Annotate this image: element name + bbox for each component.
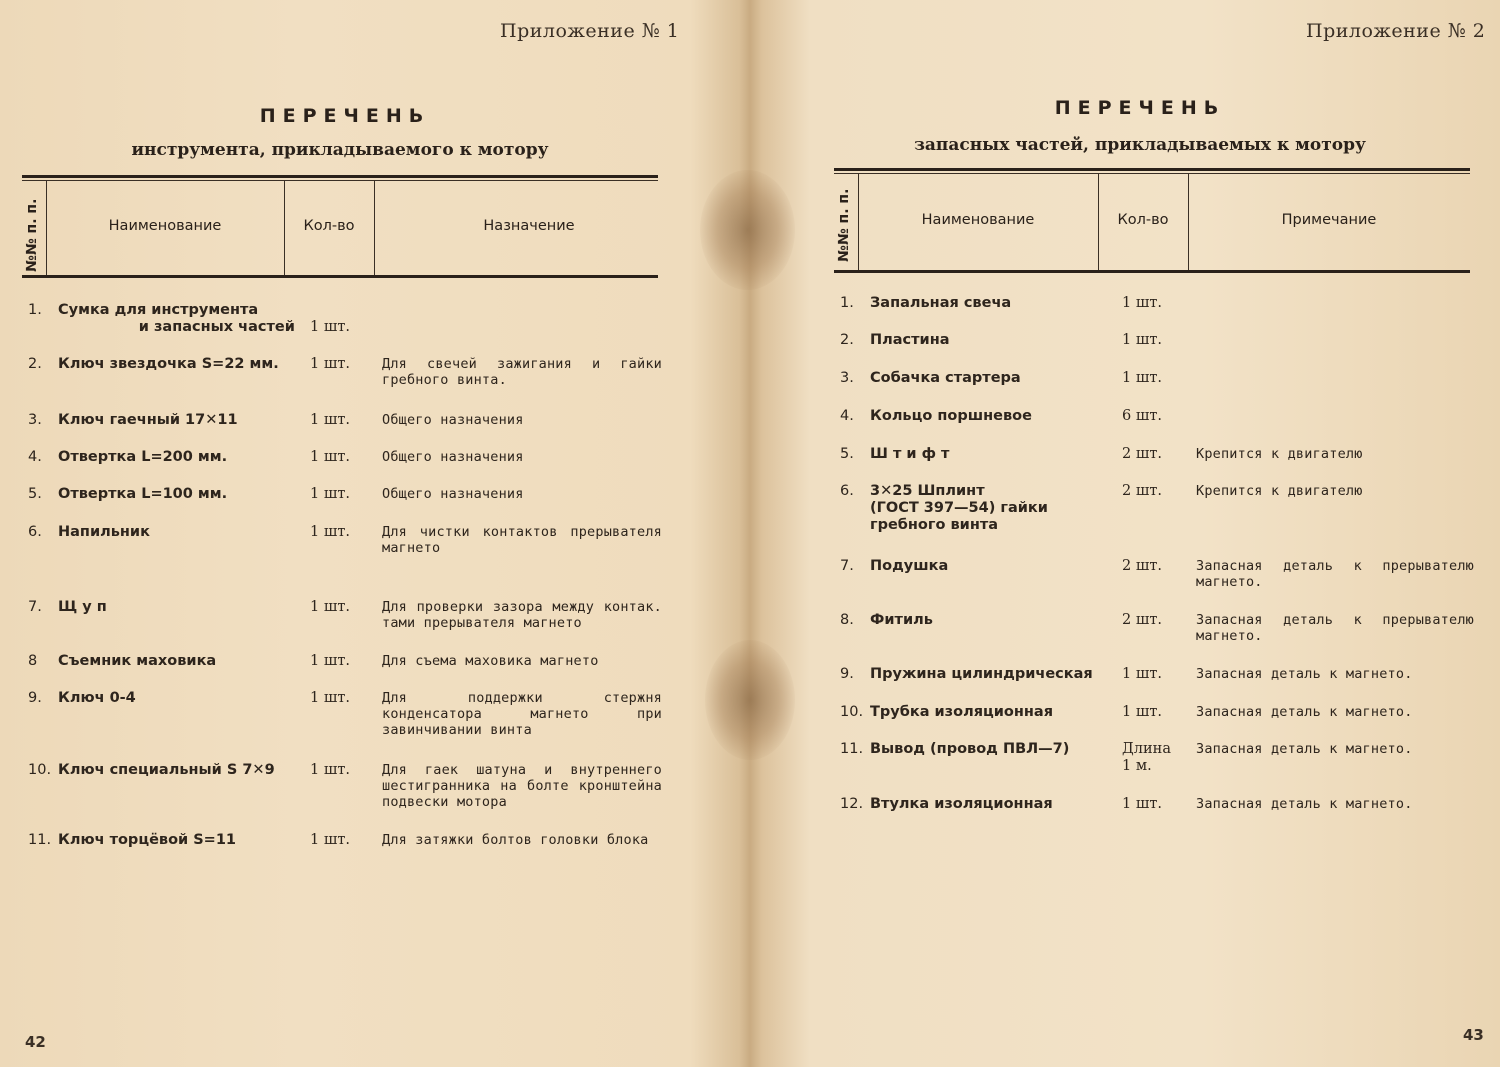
item-purpose: Для свечей зажигания и гайки гребного винта. xyxy=(382,356,662,388)
item-quantity: 1 шт. xyxy=(310,356,350,372)
item-name: Подушка xyxy=(870,558,949,574)
item-name: Отвертка L=100 мм. xyxy=(58,486,228,502)
item-purpose: Для гаек шатуна и внутреннего шестигранника на болте кронштейна подвески мотора xyxy=(382,762,662,810)
row-number: 2. xyxy=(840,332,854,348)
row-number: 3. xyxy=(840,370,854,386)
item-name: Съемник маховика xyxy=(58,653,217,669)
item-name: 3✕25 Шплинт (ГОСТ 397—54) гайки гребного винта xyxy=(870,483,1048,533)
item-name: Втулка изоляционная xyxy=(870,796,1053,812)
item-note: Запасная деталь к прерывателю магнето. xyxy=(1196,558,1474,590)
row-number: 2. xyxy=(28,356,42,372)
table-top-rule-thin xyxy=(834,173,1470,174)
item-quantity: 1 шт. xyxy=(1122,704,1162,720)
table-top-rule xyxy=(834,168,1470,171)
item-note: Запасная деталь к магнето. xyxy=(1196,666,1413,682)
item-quantity: 1 шт. xyxy=(1122,370,1162,386)
row-number: 4. xyxy=(28,449,42,465)
item-name: Фитиль xyxy=(870,612,933,628)
item-quantity: 1 шт. xyxy=(1122,666,1162,682)
item-name: Отвертка L=200 мм. xyxy=(58,449,228,465)
item-note: Запасная деталь к магнето. xyxy=(1196,704,1413,720)
item-quantity: 1 шт. xyxy=(1122,332,1162,348)
row-number: 5. xyxy=(840,446,854,462)
item-name: Пластина xyxy=(870,332,950,348)
item-quantity: 2 шт. xyxy=(1122,612,1162,628)
item-note: Запасная деталь к магнето. xyxy=(1196,796,1413,812)
item-note: Крепится к двигателю xyxy=(1196,483,1363,499)
item-name: Щ у п xyxy=(58,599,107,615)
row-number: 8 xyxy=(28,653,38,669)
header-note: Примечание xyxy=(1281,212,1377,228)
item-purpose: Для проверки зазора между контак. тами прерывателя магнето xyxy=(382,599,662,631)
item-purpose: Общего назначения xyxy=(382,486,524,502)
left-page xyxy=(0,0,740,1067)
appendix-label: Приложение № 1 xyxy=(500,20,680,42)
item-name: Кольцо поршневое xyxy=(870,408,1032,424)
appendix-label: Приложение № 2 xyxy=(1306,20,1486,42)
item-quantity: 1 шт. xyxy=(310,762,350,778)
item-note: Запасная деталь к магнето. xyxy=(1196,741,1413,757)
item-quantity: 1 шт. xyxy=(310,319,350,335)
row-number: 11. xyxy=(840,741,864,757)
item-quantity: 2 шт. xyxy=(1122,483,1162,499)
item-name: Собачка стартера xyxy=(870,370,1021,386)
item-name: Ключ специальный S 7✕9 xyxy=(58,762,275,778)
item-note: Крепится к двигателю xyxy=(1196,446,1363,462)
row-number: 8. xyxy=(840,612,854,628)
item-purpose: Общего назначения xyxy=(382,449,524,465)
row-number: 1. xyxy=(840,295,854,311)
item-quantity: 2 шт. xyxy=(1122,446,1162,462)
item-name: Пружина цилиндрическая xyxy=(870,666,1093,682)
item-name: Ключ 0-4 xyxy=(58,690,136,706)
item-name: Ключ гаечный 17✕11 xyxy=(58,412,238,428)
item-quantity: 1 шт. xyxy=(310,449,350,465)
item-purpose: Для затяжки болтов головки блока xyxy=(382,832,649,848)
item-purpose: Для съема маховика магнето xyxy=(382,653,599,669)
item-quantity: 1 шт. xyxy=(310,832,350,848)
item-quantity: 1 шт. xyxy=(1122,295,1162,311)
row-number: 12. xyxy=(840,796,864,812)
page-subtitle: запасных частей, прикладываемых к мотору xyxy=(914,135,1366,155)
item-name: Ключ торцёвой S=11 xyxy=(58,832,237,848)
row-number: 4. xyxy=(840,408,854,424)
page-number: 43 xyxy=(1463,1026,1484,1044)
item-quantity: 1 шт. xyxy=(310,599,350,615)
header-num: №№ п. п. xyxy=(24,198,40,272)
table-header-rule xyxy=(22,275,658,278)
header-num: №№ п. п. xyxy=(836,188,852,262)
item-purpose: Для чистки контактов прерывателя магнето xyxy=(382,524,662,556)
row-number: 10. xyxy=(840,704,864,720)
item-note: Запасная деталь к прерывателю магнето. xyxy=(1196,612,1474,644)
item-name: Ш т и ф т xyxy=(870,446,950,462)
item-quantity: 1 шт. xyxy=(310,690,350,706)
row-number: 5. xyxy=(28,486,42,502)
item-quantity: 6 шт. xyxy=(1122,408,1162,424)
item-quantity: Длина 1 м. xyxy=(1122,741,1171,774)
header-qty: Кол-во xyxy=(1117,212,1169,228)
item-name: Запальная свеча xyxy=(870,295,1012,311)
header-purpose: Назначение xyxy=(483,218,575,234)
item-quantity: 2 шт. xyxy=(1122,558,1162,574)
row-number: 6. xyxy=(840,483,854,499)
row-number: 9. xyxy=(28,690,42,706)
item-purpose: Общего назначения xyxy=(382,412,524,428)
row-number: 11. xyxy=(28,832,52,848)
row-number: 7. xyxy=(840,558,854,574)
item-quantity: 1 шт. xyxy=(310,524,350,540)
row-number: 7. xyxy=(28,599,42,615)
item-name: Сумка для инструмента и запасных частей xyxy=(58,302,295,335)
page-subtitle: инструмента, прикладываемого к мотору xyxy=(131,140,549,160)
table-header-rule xyxy=(834,270,1470,273)
header-name: Наименование xyxy=(108,218,222,234)
row-number: 1. xyxy=(28,302,42,318)
table-top-rule xyxy=(22,175,658,178)
item-quantity: 1 шт. xyxy=(310,653,350,669)
item-name: Трубка изоляционная xyxy=(870,704,1053,720)
right-page xyxy=(760,0,1500,1067)
table-top-rule-thin xyxy=(22,180,658,181)
item-name: Вывод (провод ПВЛ—7) xyxy=(870,741,1070,757)
item-quantity: 1 шт. xyxy=(310,412,350,428)
header-qty: Кол-во xyxy=(303,218,355,234)
row-number: 10. xyxy=(28,762,52,778)
row-number: 6. xyxy=(28,524,42,540)
item-quantity: 1 шт. xyxy=(310,486,350,502)
item-quantity: 1 шт. xyxy=(1122,796,1162,812)
row-number: 3. xyxy=(28,412,42,428)
header-name: Наименование xyxy=(921,212,1035,228)
page-title: ПЕРЕЧЕНЬ xyxy=(1054,97,1226,119)
row-number: 9. xyxy=(840,666,854,682)
item-name: Напильник xyxy=(58,524,150,540)
page-title: ПЕРЕЧЕНЬ xyxy=(259,105,431,127)
item-purpose: Для поддержки стержня конденсатора магнето при завинчивании винта xyxy=(382,690,662,738)
page-number: 42 xyxy=(25,1033,46,1051)
item-name: Ключ звездочка S=22 мм. xyxy=(58,356,279,372)
